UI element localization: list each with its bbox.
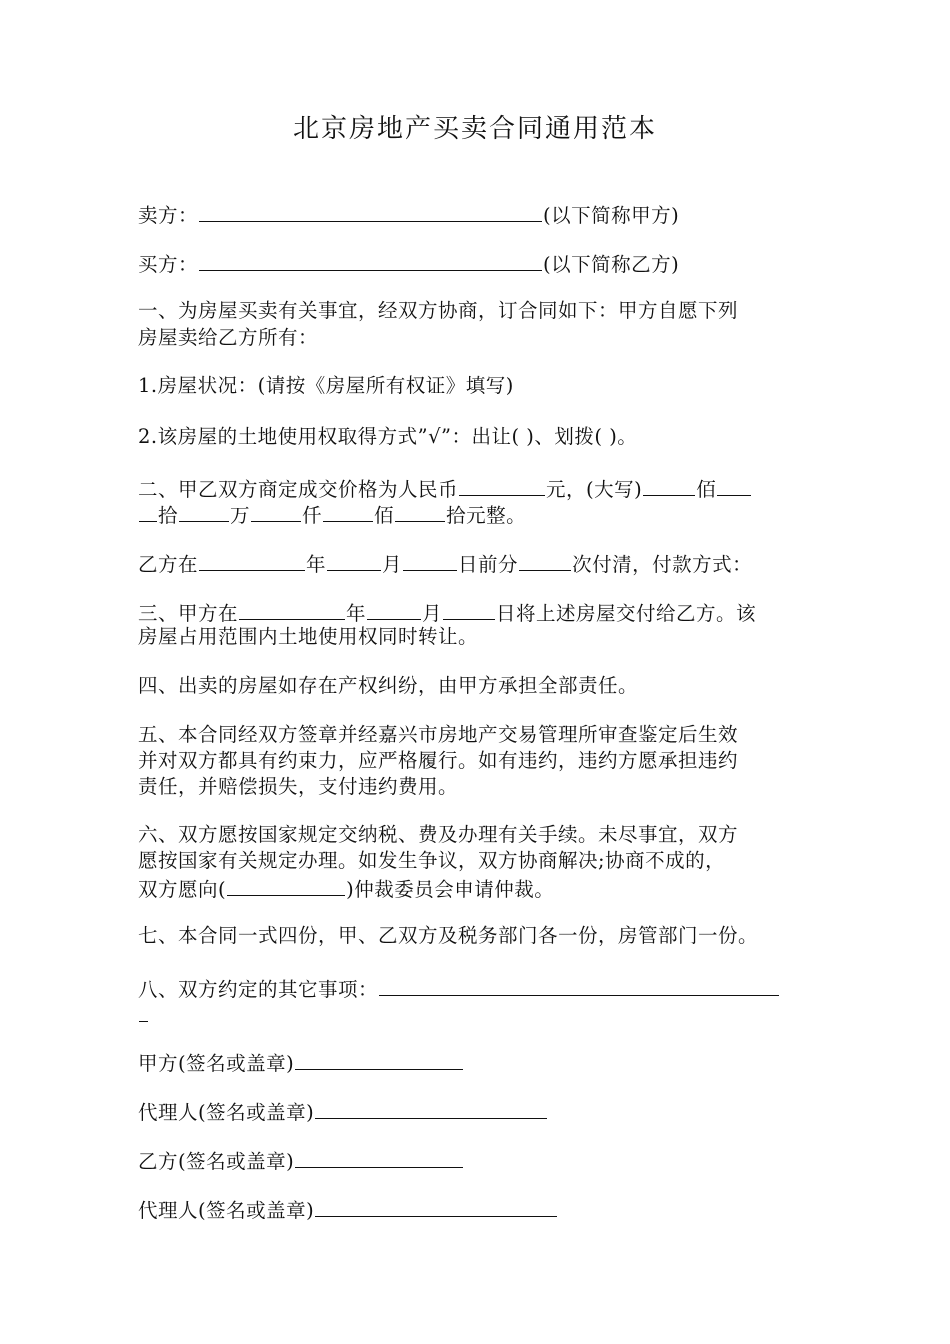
payment-day-blank (403, 549, 457, 571)
payment-text-e: 次付清，付款方式： (572, 553, 753, 576)
payment-month-blank (327, 549, 381, 571)
price-blank-4 (179, 500, 229, 522)
payment-text-b: 年 (306, 553, 327, 576)
buyer-blank (199, 249, 542, 271)
price-blank-1 (643, 474, 695, 496)
clause5-line2: 并对双方都具有约束力，应严格履行。如有违约，违约方愿承担违约 (138, 749, 739, 772)
price-blank-2 (717, 474, 751, 496)
clause8-line2 (138, 1000, 828, 1029)
agent-a-signature-label: 代理人(签名或盖章) (138, 1101, 315, 1124)
party-a-signature (138, 1048, 828, 1077)
clause2-line1 (138, 474, 828, 503)
clause1-line2: 房屋卖给乙方所有： (138, 326, 319, 349)
clause6-line2: 愿按国家有关规定办理。如发生争议，双方协商解决;协商不成的， (138, 849, 726, 872)
price-blank-5 (251, 500, 301, 522)
clause2-text-d: 拾 (158, 504, 179, 527)
payment-line (138, 549, 828, 578)
clause8-line (138, 974, 828, 1003)
clause4: 四、出卖的房屋如存在产权纠纷，由甲方承担全部责任。 (138, 674, 639, 697)
clause3-text-d: 日将上述房屋交付给乙方。该 (496, 602, 757, 625)
clause2-text-a: 二、甲乙双方商定成交价格为人民币 (138, 478, 459, 501)
clause5-line3: 责任，并赔偿损失，支付违约费用。 (138, 775, 459, 798)
payment-times-blank (519, 549, 571, 571)
item2: 2.该房屋的土地使用权取得方式”√”：出让( )、划拨( )。 (138, 425, 638, 448)
clause1-line1: 一、为房屋买卖有关事宜，经双方协商，订合同如下：甲方自愿下列 (138, 299, 739, 322)
clause6-line1: 六、双方愿按国家规定交纳税、费及办理有关手续。未尽事宜，双方 (138, 823, 739, 846)
delivery-month-blank (367, 598, 421, 620)
clause2-text-g: 佰 (374, 504, 395, 527)
price-blank-3 (139, 500, 157, 522)
payment-text-c: 月 (382, 553, 403, 576)
party-a-signature-blank (295, 1048, 463, 1070)
clause2-text-h: 拾元整。 (446, 504, 527, 527)
price-number-blank (459, 474, 545, 496)
agent-a-signature (138, 1097, 828, 1126)
clause5-line1: 五、本合同经双方签章并经嘉兴市房地产交易管理所审查鉴定后生效 (138, 723, 739, 746)
clause6-text-b: )仲裁委员会申请仲裁。 (346, 878, 555, 901)
payment-text-a: 乙方在 (138, 553, 199, 576)
clause3-text-b: 年 (346, 602, 367, 625)
clause7: 七、本合同一式四份，甲、乙双方及税务部门各一份，房管部门一份。 (138, 924, 759, 947)
document-title: 北京房地产买卖合同通用范本 (292, 114, 657, 144)
agent-b-signature (138, 1195, 828, 1224)
other-terms-blank-2 (139, 1000, 148, 1022)
clause8-label: 八、双方约定的其它事项： (138, 978, 379, 1001)
agent-a-signature-blank (315, 1097, 547, 1119)
delivery-year-blank (239, 598, 345, 620)
clause3-text-a: 三、甲方在 (138, 602, 239, 625)
price-blank-6 (323, 500, 373, 522)
seller-suffix: (以下简称甲方) (543, 204, 680, 227)
clause3-line2: 房屋占用范围内土地使用权同时转让。 (138, 625, 479, 648)
party-b-signature-label: 乙方(签名或盖章) (138, 1150, 295, 1173)
clause2-line2 (138, 500, 828, 529)
clause3-line1 (138, 598, 828, 627)
buyer-line (138, 249, 828, 278)
clause2-text-c: 佰 (696, 478, 717, 501)
party-b-signature (138, 1146, 828, 1175)
buyer-suffix: (以下简称乙方) (543, 253, 680, 276)
other-terms-blank (379, 974, 779, 996)
party-b-signature-blank (295, 1146, 463, 1168)
delivery-day-blank (443, 598, 495, 620)
clause6-line3 (138, 874, 828, 903)
agent-b-signature-label: 代理人(签名或盖章) (138, 1199, 315, 1222)
arbitration-blank (227, 874, 345, 896)
price-blank-7 (395, 500, 445, 522)
seller-label: 卖方： (138, 204, 199, 227)
seller-blank (199, 200, 542, 222)
item1: 1.房屋状况：(请按《房屋所有权证》填写) (138, 374, 514, 397)
agent-b-signature-blank (315, 1195, 557, 1217)
buyer-label: 买方： (138, 253, 199, 276)
clause2-text-b: 元，(大写) (546, 478, 643, 501)
clause2-text-f: 仟 (302, 504, 323, 527)
party-a-signature-label: 甲方(签名或盖章) (138, 1052, 295, 1075)
clause6-text-a: 双方愿向( (138, 878, 227, 901)
seller-line (138, 200, 828, 229)
clause3-text-c: 月 (422, 602, 443, 625)
payment-text-d: 日前分 (458, 553, 519, 576)
payment-year-blank (199, 549, 305, 571)
clause2-text-e: 万 (230, 504, 251, 527)
